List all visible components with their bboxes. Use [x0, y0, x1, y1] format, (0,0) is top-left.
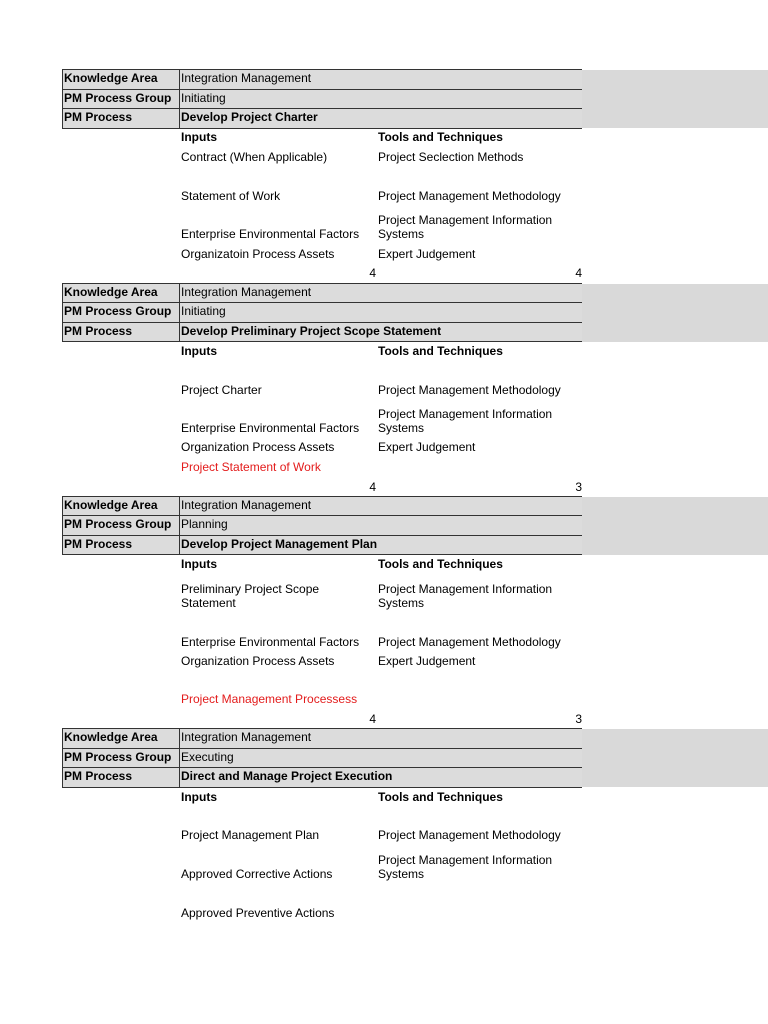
knowledge-area-row	[62, 497, 582, 516]
process-label: PM Process	[64, 769, 133, 783]
tools-count: 3	[575, 712, 582, 726]
input-item: Preliminary Project Scope Statement	[181, 582, 320, 610]
input-item-highlight: Project Management Processess	[181, 692, 358, 706]
knowledge-area-value: Integration Management	[181, 498, 312, 512]
tools-heading: Tools and Techniques	[378, 557, 503, 571]
tool-item: Expert Judgement	[378, 247, 476, 261]
process-group-value: Planning	[181, 517, 228, 531]
input-item: Approved Preventive Actions	[181, 906, 335, 920]
process-group-label: PM Process Group	[64, 750, 172, 764]
process-group-label: PM Process Group	[64, 304, 172, 318]
process-group-label: PM Process Group	[64, 91, 172, 105]
tool-item: Project Management Methodology	[378, 635, 561, 649]
tools-count: 3	[575, 480, 582, 494]
divider	[62, 128, 582, 129]
input-item: Organization Process Assets	[181, 654, 335, 668]
input-item: Enterprise Environmental Factors	[181, 227, 360, 241]
process-row	[62, 323, 582, 342]
process-row	[62, 536, 582, 555]
divider	[62, 787, 582, 788]
inputs-heading: Inputs	[181, 790, 217, 804]
knowledge-area-row	[62, 284, 582, 303]
tool-item: Project Management Information Systems	[378, 213, 553, 241]
process-group-row	[62, 749, 582, 768]
input-item: Approved Corrective Actions	[181, 867, 333, 881]
input-item: Contract (When Applicable)	[181, 150, 328, 164]
input-item: Project Charter	[181, 383, 262, 397]
process-group-label: PM Process Group	[64, 517, 172, 531]
tool-item: Project Management Methodology	[378, 189, 561, 203]
tool-item: Project Management Information Systems	[378, 853, 553, 881]
process-value: Develop Preliminary Project Scope Statement	[181, 324, 442, 338]
process-group-row	[62, 90, 582, 109]
process-group-value: Executing	[181, 750, 234, 764]
knowledge-area-label: Knowledge Area	[64, 71, 158, 85]
input-item: Organization Process Assets	[181, 440, 335, 454]
input-item: Enterprise Environmental Factors	[181, 421, 360, 435]
knowledge-area-value: Integration Management	[181, 730, 312, 744]
process-row	[62, 768, 582, 787]
input-item-highlight: Project Statement of Work	[181, 460, 321, 474]
process-value: Direct and Manage Project Execution	[181, 769, 393, 783]
inputs-count: 4	[369, 480, 376, 494]
tool-item: Project Management Information Systems	[378, 407, 553, 435]
process-value: Develop Project Charter	[181, 110, 318, 124]
process-row	[62, 109, 582, 128]
inputs-count: 4	[369, 712, 376, 726]
knowledge-area-label: Knowledge Area	[64, 730, 158, 744]
process-group-value: Initiating	[181, 91, 226, 105]
process-group-value: Initiating	[181, 304, 226, 318]
inputs-heading: Inputs	[181, 130, 217, 144]
knowledge-area-label: Knowledge Area	[64, 498, 158, 512]
process-group-row	[62, 516, 582, 535]
knowledge-area-value: Integration Management	[181, 71, 312, 85]
tools-heading: Tools and Techniques	[378, 130, 503, 144]
tool-item: Project Seclection Methods	[378, 150, 524, 164]
tools-count: 4	[575, 266, 582, 280]
knowledge-area-label: Knowledge Area	[64, 285, 158, 299]
input-item: Organizatoin Process Assets	[181, 247, 335, 261]
inputs-count: 4	[369, 266, 376, 280]
process-group-row	[62, 303, 582, 322]
tool-item: Project Management Methodology	[378, 383, 561, 397]
tool-item: Expert Judgement	[378, 440, 476, 454]
inputs-heading: Inputs	[181, 557, 217, 571]
knowledge-area-value: Integration Management	[181, 285, 312, 299]
tool-item: Expert Judgement	[378, 654, 476, 668]
input-item: Statement of Work	[181, 189, 281, 203]
knowledge-area-row	[62, 729, 582, 748]
knowledge-area-row	[62, 70, 582, 89]
inputs-heading: Inputs	[181, 344, 217, 358]
tool-item: Project Management Methodology	[378, 828, 561, 842]
tool-item: Project Management Information Systems	[378, 582, 553, 610]
process-label: PM Process	[64, 110, 133, 124]
process-label: PM Process	[64, 324, 133, 338]
process-label: PM Process	[64, 537, 133, 551]
process-value: Develop Project Management Plan	[181, 537, 378, 551]
tools-heading: Tools and Techniques	[378, 344, 503, 358]
tools-heading: Tools and Techniques	[378, 790, 503, 804]
input-item: Project Management Plan	[181, 828, 320, 842]
input-item: Enterprise Environmental Factors	[181, 635, 360, 649]
